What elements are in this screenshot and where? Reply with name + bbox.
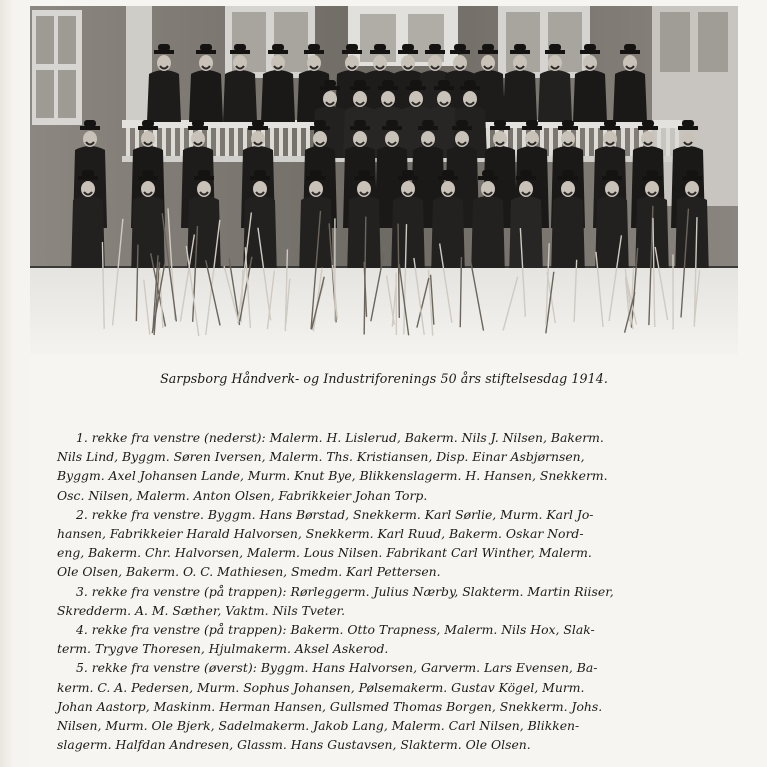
names-line: eng, Bakerm. Chr. Halvorsen, Malerm. Lous Nilsen. Fabrikant Carl Winther, Malerm.: [57, 545, 592, 561]
names-line: 3. rekke fra venstre (på trappen): Rørleggerm. Julius Nærby, Slakterm. Martin Riiser,: [76, 583, 614, 599]
names-line: 1. rekke fra venstre (nederst): Malerm. H. Lislerud, Bakerm. Nils J. Nilsen, Bakerm.: [76, 430, 604, 445]
names-line: kerm. C. A. Pedersen, Murm. Sophus Johansen, Pølsemakerm. Gustav Kögel, Murm.: [57, 679, 585, 695]
names-line: 2. rekke fra venstre. Byggm. Hans Børstad, Snekkerm. Karl Sørlie, Murm. Karl Jo-: [76, 506, 594, 522]
names-line: Osc. Nilsen, Malerm. Anton Olsen, Fabrikkeier Johan Torp.: [57, 487, 428, 503]
names-line: Skredderm. A. M. Sæther, Vaktm. Nils Tveter.: [57, 602, 346, 618]
names-line: slagerm. Halfdan Andresen, Glassm. Hans Gustavsen, Slakterm. Ole Olsen.: [57, 737, 531, 753]
names-line: 5. rekke fra venstre (øverst): Byggm. Hans Halvorsen, Garverm. Lars Evensen, Ba-: [76, 660, 598, 676]
names-line: term. Trygve Thoresen, Hjulmakerm. Aksel Askerod.: [57, 641, 389, 657]
group-photo-image: [30, 6, 738, 355]
photo-caption: Sarpsborg Håndverk- og Industriforenings 50 års stiftelsesdag 1914.: [160, 371, 608, 386]
names-line: Johan Aastorp, Maskinm. Herman Hansen, Gullsmed Thomas Borgen, Snekkerm. Johs.: [57, 698, 603, 714]
names-line: Nils Lind, Byggm. Søren Iversen, Malerm. Ths. Kristiansen, Disp. Einar Asbjørnsen,: [57, 449, 585, 465]
names-line: hansen, Fabrikkeier Harald Halvorsen, Snekkerm. Karl Ruud, Bakerm. Oskar Nord-: [57, 526, 584, 542]
names-line: Nilsen, Murm. Ole Bjerk, Sadelmakerm. Jakob Lang, Malerm. Carl Nilsen, Blikken-: [57, 718, 580, 734]
names-line: 4. rekke fra venstre (på trappen): Bakerm. Otto Trapness, Malerm. Nils Hox, Slak-: [76, 622, 595, 638]
names-line: Byggm. Axel Johansen Lande, Murm. Knut Bye, Blikkenslagerm. H. Hansen, Snekkerm.: [57, 468, 608, 484]
group-photograph: [30, 6, 738, 355]
names-list: [57, 428, 703, 754]
names-line: Ole Olsen, Bakerm. O. C. Mathiesen, Smedm. Karl Pettersen.: [57, 564, 441, 580]
